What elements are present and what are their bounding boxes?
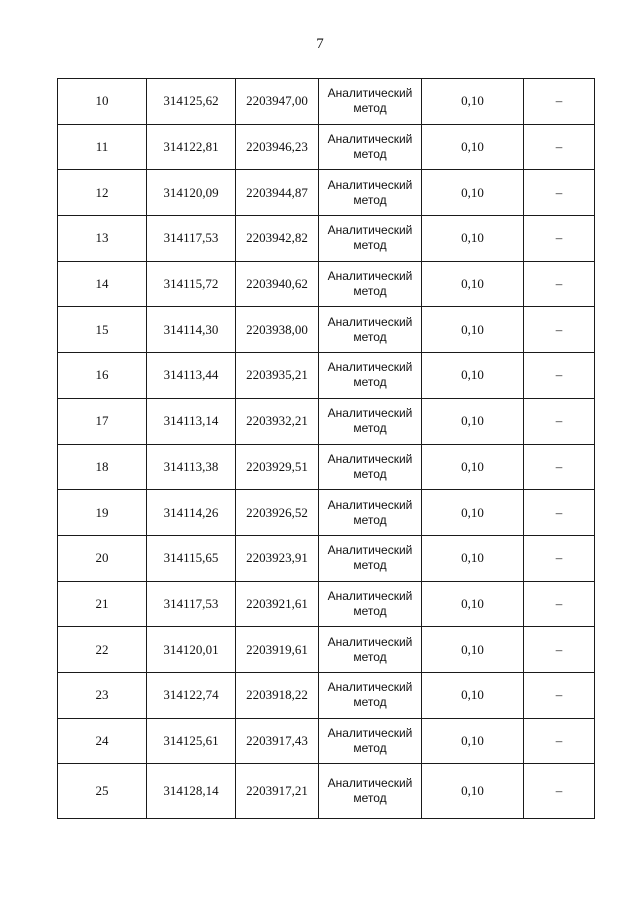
method-cell <box>319 398 422 444</box>
method-line-1: Аналитический <box>327 360 413 375</box>
x-coordinate-cell: 314113,14 <box>147 398 236 444</box>
y-coordinate-cell: 2203929,51 <box>236 444 319 490</box>
method-cell <box>319 307 422 353</box>
description-cell: – <box>524 79 595 125</box>
method-cell <box>319 764 422 819</box>
method-line-2: метод <box>353 375 387 390</box>
method-line-2: метод <box>353 329 387 344</box>
method-cell <box>319 718 422 764</box>
table-row <box>58 261 595 307</box>
page-number: 7 <box>316 36 324 52</box>
x-coordinate-cell: 314113,44 <box>147 353 236 399</box>
point-number-cell: 21 <box>58 581 147 627</box>
point-number-cell: 18 <box>58 444 147 490</box>
y-coordinate-cell: 2203946,23 <box>236 124 319 170</box>
method-cell <box>319 261 422 307</box>
x-coordinate-cell: 314125,62 <box>147 79 236 125</box>
method-line-1: Аналитический <box>327 725 413 740</box>
y-coordinate-cell: 2203942,82 <box>236 216 319 262</box>
x-coordinate-cell: 314122,74 <box>147 672 236 718</box>
x-coordinate-cell: 314120,01 <box>147 627 236 673</box>
description-cell: – <box>524 535 595 581</box>
coordinates-table <box>57 78 595 819</box>
point-number-cell: 19 <box>58 490 147 536</box>
table-row <box>58 627 595 673</box>
table-row <box>58 124 595 170</box>
method-line-2: метод <box>353 695 387 710</box>
description-cell: – <box>524 672 595 718</box>
method-line-2: метод <box>353 466 387 481</box>
x-coordinate-cell: 314115,65 <box>147 535 236 581</box>
point-number-cell: 24 <box>58 718 147 764</box>
x-coordinate-cell: 314125,61 <box>147 718 236 764</box>
table-row <box>58 490 595 536</box>
table-row <box>58 353 595 399</box>
accuracy-cell: 0,10 <box>422 718 524 764</box>
accuracy-cell: 0,10 <box>422 444 524 490</box>
x-coordinate-cell: 314113,38 <box>147 444 236 490</box>
table-row <box>58 581 595 627</box>
point-number-cell: 14 <box>58 261 147 307</box>
coordinates-table-body <box>58 79 595 819</box>
method-cell <box>319 535 422 581</box>
accuracy-cell: 0,10 <box>422 216 524 262</box>
y-coordinate-cell: 2203940,62 <box>236 261 319 307</box>
method-line-1: Аналитический <box>327 588 413 603</box>
x-coordinate-cell: 314117,53 <box>147 216 236 262</box>
method-line-1: Аналитический <box>327 497 413 512</box>
y-coordinate-cell: 2203947,00 <box>236 79 319 125</box>
description-cell: – <box>524 764 595 819</box>
accuracy-cell: 0,10 <box>422 535 524 581</box>
x-coordinate-cell: 314115,72 <box>147 261 236 307</box>
y-coordinate-cell: 2203917,21 <box>236 764 319 819</box>
description-cell: – <box>524 216 595 262</box>
x-coordinate-cell: 314120,09 <box>147 170 236 216</box>
method-line-2: метод <box>353 649 387 664</box>
accuracy-cell: 0,10 <box>422 398 524 444</box>
description-cell: – <box>524 444 595 490</box>
point-number-cell: 11 <box>58 124 147 170</box>
table-row <box>58 535 595 581</box>
method-line-2: метод <box>353 238 387 253</box>
accuracy-cell: 0,10 <box>422 764 524 819</box>
method-cell <box>319 79 422 125</box>
method-line-2: метод <box>353 740 387 755</box>
method-cell <box>319 627 422 673</box>
method-line-2: метод <box>353 192 387 207</box>
x-coordinate-cell: 314114,30 <box>147 307 236 353</box>
description-cell: – <box>524 490 595 536</box>
y-coordinate-cell: 2203917,43 <box>236 718 319 764</box>
description-cell: – <box>524 627 595 673</box>
method-line-1: Аналитический <box>327 86 413 101</box>
table-row <box>58 79 595 125</box>
description-cell: – <box>524 307 595 353</box>
method-line-2: метод <box>353 101 387 116</box>
accuracy-cell: 0,10 <box>422 261 524 307</box>
method-line-2: метод <box>353 791 387 806</box>
method-line-1: Аналитический <box>327 776 413 791</box>
y-coordinate-cell: 2203918,22 <box>236 672 319 718</box>
point-number-cell: 25 <box>58 764 147 819</box>
y-coordinate-cell: 2203944,87 <box>236 170 319 216</box>
y-coordinate-cell: 2203921,61 <box>236 581 319 627</box>
method-cell <box>319 581 422 627</box>
table-row <box>58 216 595 262</box>
method-cell <box>319 672 422 718</box>
method-line-2: метод <box>353 284 387 299</box>
accuracy-cell: 0,10 <box>422 170 524 216</box>
method-cell <box>319 353 422 399</box>
method-line-1: Аналитический <box>327 177 413 192</box>
method-line-2: метод <box>353 147 387 162</box>
method-line-2: метод <box>353 512 387 527</box>
description-cell: – <box>524 398 595 444</box>
point-number-cell: 12 <box>58 170 147 216</box>
description-cell: – <box>524 718 595 764</box>
method-line-1: Аналитический <box>327 223 413 238</box>
method-line-1: Аналитический <box>327 680 413 695</box>
y-coordinate-cell: 2203932,21 <box>236 398 319 444</box>
accuracy-cell: 0,10 <box>422 490 524 536</box>
y-coordinate-cell: 2203923,91 <box>236 535 319 581</box>
table-row <box>58 307 595 353</box>
method-line-1: Аналитический <box>327 132 413 147</box>
description-cell: – <box>524 261 595 307</box>
point-number-cell: 22 <box>58 627 147 673</box>
method-line-1: Аналитический <box>327 406 413 421</box>
table-row <box>58 444 595 490</box>
method-cell <box>319 444 422 490</box>
description-cell: – <box>524 353 595 399</box>
accuracy-cell: 0,10 <box>422 307 524 353</box>
point-number-cell: 15 <box>58 307 147 353</box>
method-line-1: Аналитический <box>327 314 413 329</box>
method-cell <box>319 124 422 170</box>
method-line-1: Аналитический <box>327 269 413 284</box>
table-row <box>58 170 595 216</box>
method-line-2: метод <box>353 603 387 618</box>
method-cell <box>319 170 422 216</box>
x-coordinate-cell: 314117,53 <box>147 581 236 627</box>
accuracy-cell: 0,10 <box>422 124 524 170</box>
point-number-cell: 10 <box>58 79 147 125</box>
point-number-cell: 23 <box>58 672 147 718</box>
method-cell <box>319 490 422 536</box>
y-coordinate-cell: 2203938,00 <box>236 307 319 353</box>
accuracy-cell: 0,10 <box>422 79 524 125</box>
y-coordinate-cell: 2203919,61 <box>236 627 319 673</box>
y-coordinate-cell: 2203935,21 <box>236 353 319 399</box>
description-cell: – <box>524 170 595 216</box>
point-number-cell: 13 <box>58 216 147 262</box>
method-line-1: Аналитический <box>327 451 413 466</box>
method-line-2: метод <box>353 558 387 573</box>
accuracy-cell: 0,10 <box>422 672 524 718</box>
table-row <box>58 718 595 764</box>
method-line-1: Аналитический <box>327 543 413 558</box>
table-row <box>58 672 595 718</box>
x-coordinate-cell: 314122,81 <box>147 124 236 170</box>
point-number-cell: 17 <box>58 398 147 444</box>
y-coordinate-cell: 2203926,52 <box>236 490 319 536</box>
x-coordinate-cell: 314114,26 <box>147 490 236 536</box>
method-line-1: Аналитический <box>327 634 413 649</box>
table-row <box>58 398 595 444</box>
description-cell: – <box>524 124 595 170</box>
table-row <box>58 764 595 819</box>
method-line-2: метод <box>353 421 387 436</box>
accuracy-cell: 0,10 <box>422 627 524 673</box>
point-number-cell: 20 <box>58 535 147 581</box>
accuracy-cell: 0,10 <box>422 581 524 627</box>
accuracy-cell: 0,10 <box>422 353 524 399</box>
x-coordinate-cell: 314128,14 <box>147 764 236 819</box>
description-cell: – <box>524 581 595 627</box>
method-cell <box>319 216 422 262</box>
point-number-cell: 16 <box>58 353 147 399</box>
